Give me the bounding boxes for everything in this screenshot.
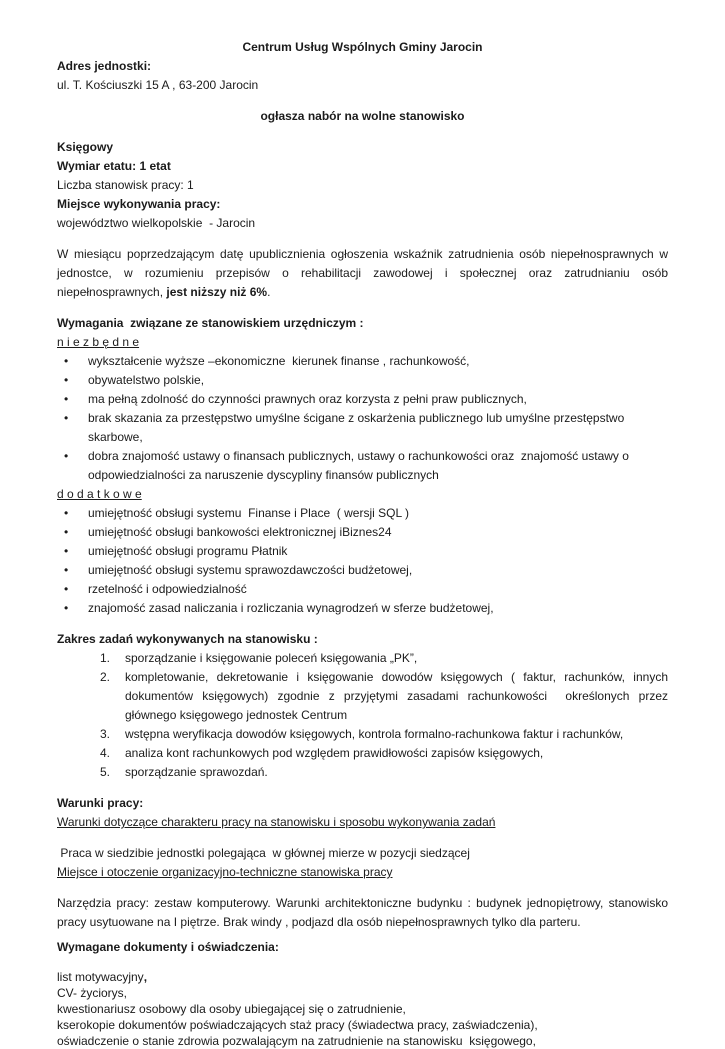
list-item: • brak skazania za przestępstwo umyślne ścigane z oskarżenia publicznego lub umyślne przestępstwo skarbowe, <box>57 409 668 447</box>
task-item <box>57 668 668 725</box>
task-number: 4. <box>100 746 111 760</box>
task-text: wstępna weryfikacja dowodów księgowych, kontrola formalno-rachunkowa faktur i rachunków, <box>125 727 624 741</box>
address-value: ul. T. Kościuszki 15 A , 63-200 Jarocin <box>57 78 259 92</box>
additional-requirements-list <box>57 504 668 618</box>
work-conditions-paragraph-2: Narzędzia pracy: zestaw komputerowy. Warunki architektoniczne budynku : budynek jednopiętrowy, stanowisko pracy usytuowane na I piętrze. Brak windy , podjazd dla osób niepełnosprawnych tylko dla parteru. <box>57 896 668 929</box>
position-count: Liczba stanowisk pracy: 1 <box>57 178 194 192</box>
position-block <box>57 138 668 233</box>
list-item: • rzetelność i odpowiedzialność <box>57 580 668 599</box>
work-conditions-subheading-1: Warunki dotyczące charakteru pracy na stanowisku i sposobu wykonywania zadań <box>57 815 496 829</box>
work-conditions-subheading-2: Miejsce i otoczenie organizacyjno-techniczne stanowiska pracy <box>57 865 393 879</box>
list-item: • umiejętność obsługi systemu Finanse i Place ( wersji SQL ) <box>57 504 668 523</box>
list-item: • ma pełną zdolność do czynności prawnych oraz korzysta z pełni praw publicznych, <box>57 390 668 409</box>
task-text: sporządzanie i księgowanie poleceń księgowania „PK”, <box>125 651 418 665</box>
org-name: Centrum Usług Wspólnych Gminy Jarocin <box>242 40 483 54</box>
disability-ratio-text: W miesiącu poprzedzającym datę upublicznienia ogłoszenia wskaźnik zatrudnienia osób niepełnosprawnych w jednostce, w rozumieniu przepisów o rehabilitacji zawodowej i społecznej oraz zatrudnianiu osób niepełnosprawnych, <box>57 247 668 299</box>
announcement-subtitle: ogłasza nabór na wolne stanowisko <box>260 109 465 123</box>
document-item-text: list motywacyjny <box>57 970 144 984</box>
work-conditions-paragraph-1: Praca w siedzibie jednostki polegająca w głównej mierze w pozycji siedzącej <box>57 846 470 860</box>
list-item: • wykształcenie wyższe –ekonomiczne kierunek finanse , rachunkowość, <box>57 352 668 371</box>
work-conditions-heading: Warunki pracy: <box>57 796 144 810</box>
position-name: Księgowy <box>57 140 114 154</box>
list-item: • umiejętność obsługi bankowości elektronicznej iBiznes24 <box>57 523 668 542</box>
document-item: kserokopie dokumentów poświadczających staż pracy (świadectwa pracy, zaświadczenia), <box>57 1018 538 1032</box>
necessary-label: n i e z b ę d n e <box>57 335 140 349</box>
position-location: województwo wielkopolskie - Jarocin <box>57 216 256 230</box>
disability-ratio-bold: jest niższy niż 6% <box>166 285 268 299</box>
disability-ratio-end: . <box>267 285 271 299</box>
task-item <box>57 649 668 668</box>
document-item <box>57 969 668 985</box>
list-item: • obywatelstwo polskie, <box>57 371 668 390</box>
list-item: • znajomość zasad naliczania i rozliczania wynagrodzeń w sferze budżetowej, <box>57 599 668 618</box>
address-label: Adres jednostki: <box>57 59 152 73</box>
task-item <box>57 744 668 763</box>
document-item: oświadczenie o stanie zdrowia pozwalającym na zatrudnienie na stanowisku księgowego, <box>57 1034 536 1048</box>
additional-label: d o d a t k o w e <box>57 487 142 501</box>
task-item <box>57 763 668 782</box>
list-item: • umiejętność obsługi programu Płatnik <box>57 542 668 561</box>
task-number: 5. <box>100 765 111 779</box>
list-item: • umiejętność obsługi systemu sprawozdawczości budżetowej, <box>57 561 668 580</box>
document-item: kwestionariusz osobowy dla osoby ubiegającej się o zatrudnienie, <box>57 1002 406 1016</box>
tasks-heading: Zakres zadań wykonywanych na stanowisku : <box>57 632 318 646</box>
task-item <box>57 725 668 744</box>
required-documents-list <box>57 969 668 1049</box>
list-item: • dobra znajomość ustawy o finansach publicznych, ustawy o rachunkowości oraz znajomość ustawy o odpowiedzialności za naruszenie dyscypliny finansów publicznych <box>57 447 668 485</box>
task-text: sporządzanie sprawozdań. <box>125 765 268 779</box>
task-number: 3. <box>100 727 111 741</box>
task-number: 2. <box>100 670 111 684</box>
tasks-list <box>57 649 668 782</box>
position-location-label: Miejsce wykonywania pracy: <box>57 197 221 211</box>
necessary-requirements-list <box>57 352 668 485</box>
required-documents-heading: Wymagane dokumenty i oświadczenia: <box>57 940 279 954</box>
task-text: kompletowanie, dekretowanie i księgowanie dowodów księgowych ( faktur, rachunków, innych dokumentów księgowych) zgodnie z przyjętymi zasadami rachunkowości określonych przez głównego księgowego jednostek Centrum <box>125 670 668 722</box>
position-fte: Wymiar etatu: 1 etat <box>57 159 171 173</box>
disability-ratio-paragraph <box>57 245 668 302</box>
document-item-bold-comma: , <box>143 970 148 984</box>
task-text: analiza kont rachunkowych pod względem prawidłowości zapisów księgowych, <box>125 746 544 760</box>
requirements-heading: Wymagania związane ze stanowiskiem urzędniczym : <box>57 316 364 330</box>
document-item: CV- życiorys, <box>57 986 128 1000</box>
task-number: 1. <box>100 651 111 665</box>
